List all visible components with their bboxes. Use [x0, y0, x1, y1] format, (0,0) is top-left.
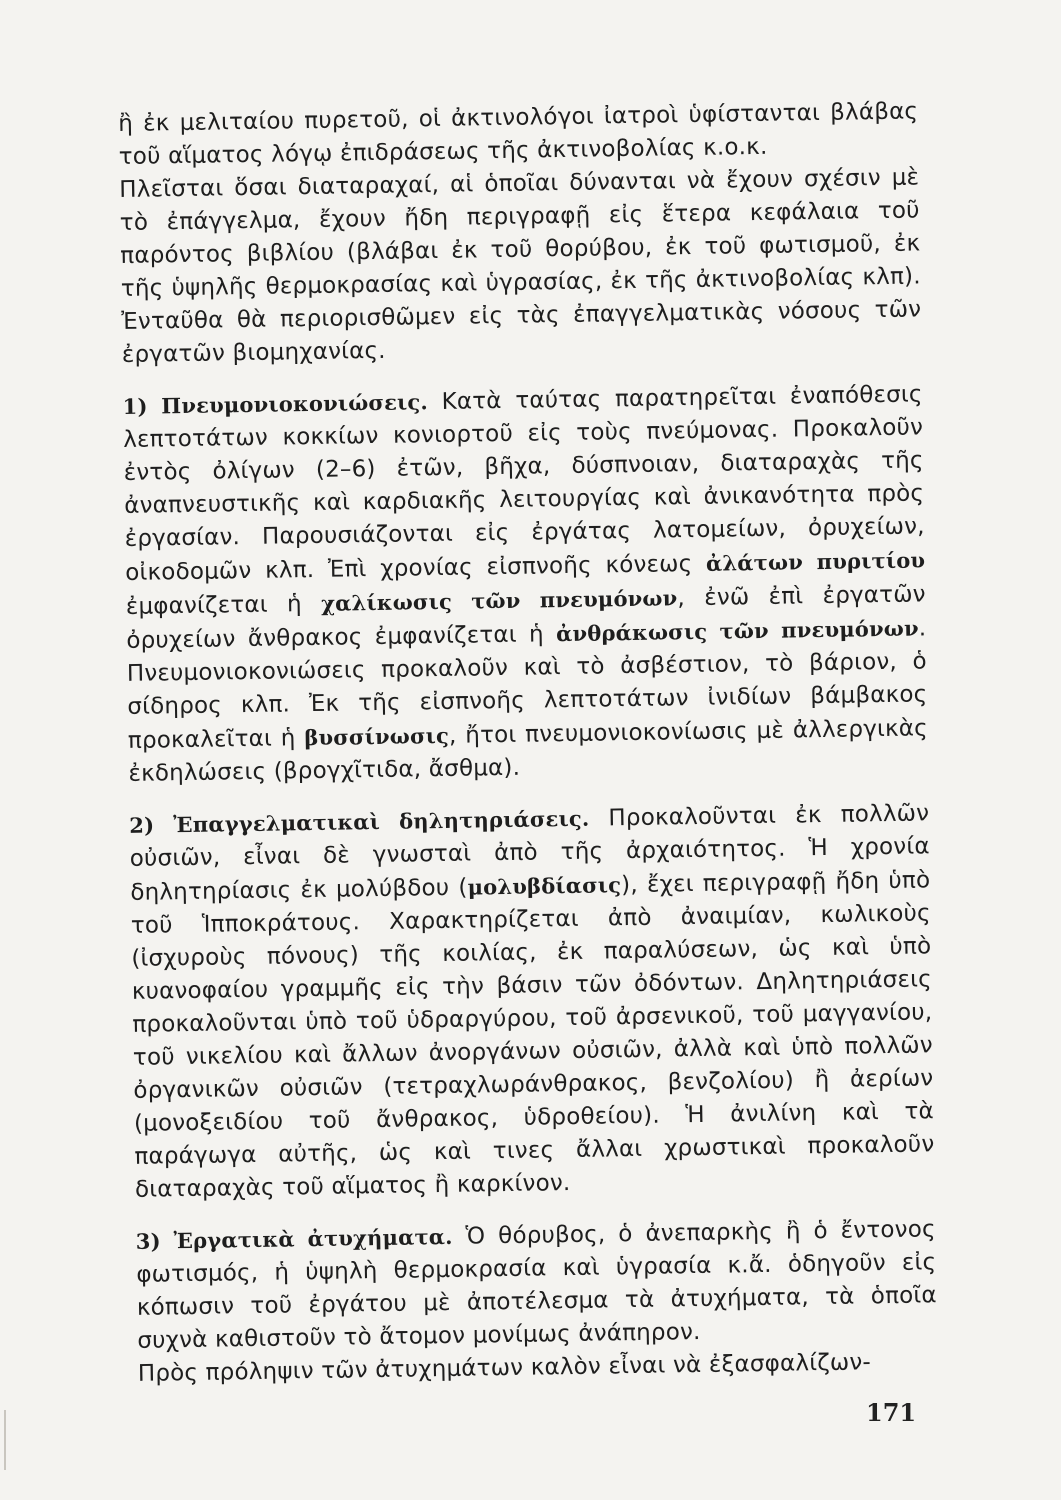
text-span: Προκαλοῦνται ἐκ πολλῶν οὐσιῶν, εἶναι δὲ γνωσταὶ ἀπὸ τῆς ἀρχαιότητος. Ἡ χρονία δηλητηρίασις ἐκ μολύβδου ( [129, 800, 930, 906]
bold-term: ἀλάτων πυριτίου [705, 547, 926, 576]
text-span: . Πνευμονιοκονιώσεις προκαλοῦν καὶ τὸ ἀσβέστιον, τὸ βάριον, ὁ σίδηρος κλπ. Ἐκ τῆς εἰσπνοῆς λεπτοτάτων ἰνιδίων βάμβακος προκαλεῖται ἡ [126, 615, 928, 754]
section-accidents [136, 1212, 938, 1358]
page-number: 171 [866, 1398, 917, 1427]
bold-term: χαλίκωσις τῶν πνευμόνων [320, 585, 678, 616]
section-heading: 2) Ἐπαγγελματικαὶ δηλητηριάσεις. [129, 805, 590, 838]
text-span: ), ἔχει περιγραφῇ ἤδη ὑπὸ τοῦ Ἱπποκράτους. Χαρακτηρίζεται ἀπὸ ἀναιμίαν, κωλικοὺς (ἰσχυροὺς πόνους) τῆς κοιλίας, ἐκ παραλύσεων, ὡς καὶ ὑπὸ κυανοφαίου γραμμῆς εἰς τὴν βάσιν τῶν ὀδόντων. Δηλητηριάσεις προκαλοῦνται ὑπὸ τοῦ ὑδραργύρου, τοῦ ἀρσενικοῦ, τοῦ μαγγανίου, τοῦ νικελίου καὶ ἄλλων ἀνοργάνων οὐσιῶν, ἀλλὰ καὶ ὑπὸ πολλῶν ὀργανικῶν οὐσιῶν (τετραχλωράνθρακος, βενζολίου) ἢ ἀερίων (μονοξειδίου τοῦ ἄνθρακος, ὑδροθείου). Ἡ ἀνιλίνη καὶ τὰ παράγωγα αὐτῆς, ὡς καὶ τινες ἄλλαι χρωστικαὶ προκαλοῦν διαταραχὰς τοῦ αἵματος ἢ καρκίνον. [130, 867, 935, 1203]
text-span: , ἐνῶ ἐπὶ ἐργατῶν ὀρυχείων ἄνθρακος ἐμφανίζεται ἡ [126, 581, 926, 654]
text-span: Ὁ θόρυβος, ὁ ἀνεπαρκὴς ἢ ὁ ἔντονος φωτισμός, ἡ ὑψηλὴ θερμοκρασία καὶ ὑγρασία κ.ἄ. ὁδηγοῦν εἰς κόπωσιν τοῦ ἐργάτου μὲ ἀποτέλεσμα τὰ ἀτυχήματα, τὰ ὁποῖα συχνὰ καθιστοῦν τὸ ἄτομον μονίμως ἀνάπηρον. [136, 1216, 937, 1354]
paragraph-prevention: Πρὸς πρόληψιν τῶν ἀτυχημάτων καλὸν εἶναι νὰ ἐξασφαλίζων- [137, 1349, 872, 1387]
paragraph-intro: Πλεῖσται ὅσαι διαταραχαί, αἱ ὁποῖαι δύνανται νὰ ἔχουν σχέσιν μὲ τὸ ἐπάγγελμα, ἔχουν ἤδη περιγραφῇ εἰς ἕτερα κεφάλαια τοῦ παρόντος βιβλίου (βλάβαι ἐκ τοῦ θορύβου, ἐκ τοῦ φωτισμοῦ, ἐκ τῆς ὑψηλῆς θερμοκρασίας καὶ ὑγρασίας, ἐκ τῆς ἀκτινοβολίας κλπ). Ἐνταῦθα θὰ περιορισθῶμεν εἰς τὰς ἐπαγγελματικὰς νόσους τῶν ἐργατῶν βιομηχανίας. [119, 164, 922, 368]
bold-term: μολυβδίασις [467, 872, 622, 900]
bold-term: βυσσίνωσις [304, 722, 450, 751]
text-span: Κατὰ ταύτας παρατηρεῖται ἐναπόθεσις λεπτοτάτων κοκκίων κονιορτοῦ εἰς τοὺς πνεύμονας. Προκαλοῦν ἐντὸς ὀλίγων (2–6) ἐτῶν, βῆχα, δύσπνοιαν, διαταραχὰς τῆς ἀναπνευστικῆς καὶ καρδιακῆς λειτουργίας καὶ ἀνικανότητα πρὸς ἐργασίαν. Παρουσιάζονται εἰς ἐργάτας λατομείων, ὀρυχείων, οἰκοδομῶν κλπ. Ἐπὶ χρονίας εἰσπνοῆς κόνεως [123, 381, 925, 586]
section-pneumoconiosis [122, 377, 928, 791]
page-text-body [118, 95, 938, 1390]
text-span: , ἤτοι πνευμονιοκονίωσις μὲ ἀλλεργικὰς ἐκδηλώσεις (βρογχῖτιδα, ἄσθμα). [128, 715, 929, 787]
section-heading: 3) Ἐργατικὰ ἀτυχήματα. [135, 1223, 453, 1254]
section-heading: 1) Πνευμονιοκονιώσεις. [122, 389, 429, 419]
text-span: ἐμφανίζεται ἡ [125, 590, 322, 620]
paragraph-continuation: ἢ ἐκ μελιταίου πυρετοῦ, οἱ ἀκτινολόγοι ἰατροὶ ὑφίστανται βλάβας τοῦ αἵματος λόγῳ ἐπιδράσεως τῆς ἀκτινοβολίας κ.ο.κ. [118, 98, 919, 170]
scan-edge-mark [4, 1410, 6, 1470]
section-poisonings [129, 796, 935, 1207]
bold-term: ἀνθράκωσις τῶν πνευμόνων [555, 615, 919, 647]
